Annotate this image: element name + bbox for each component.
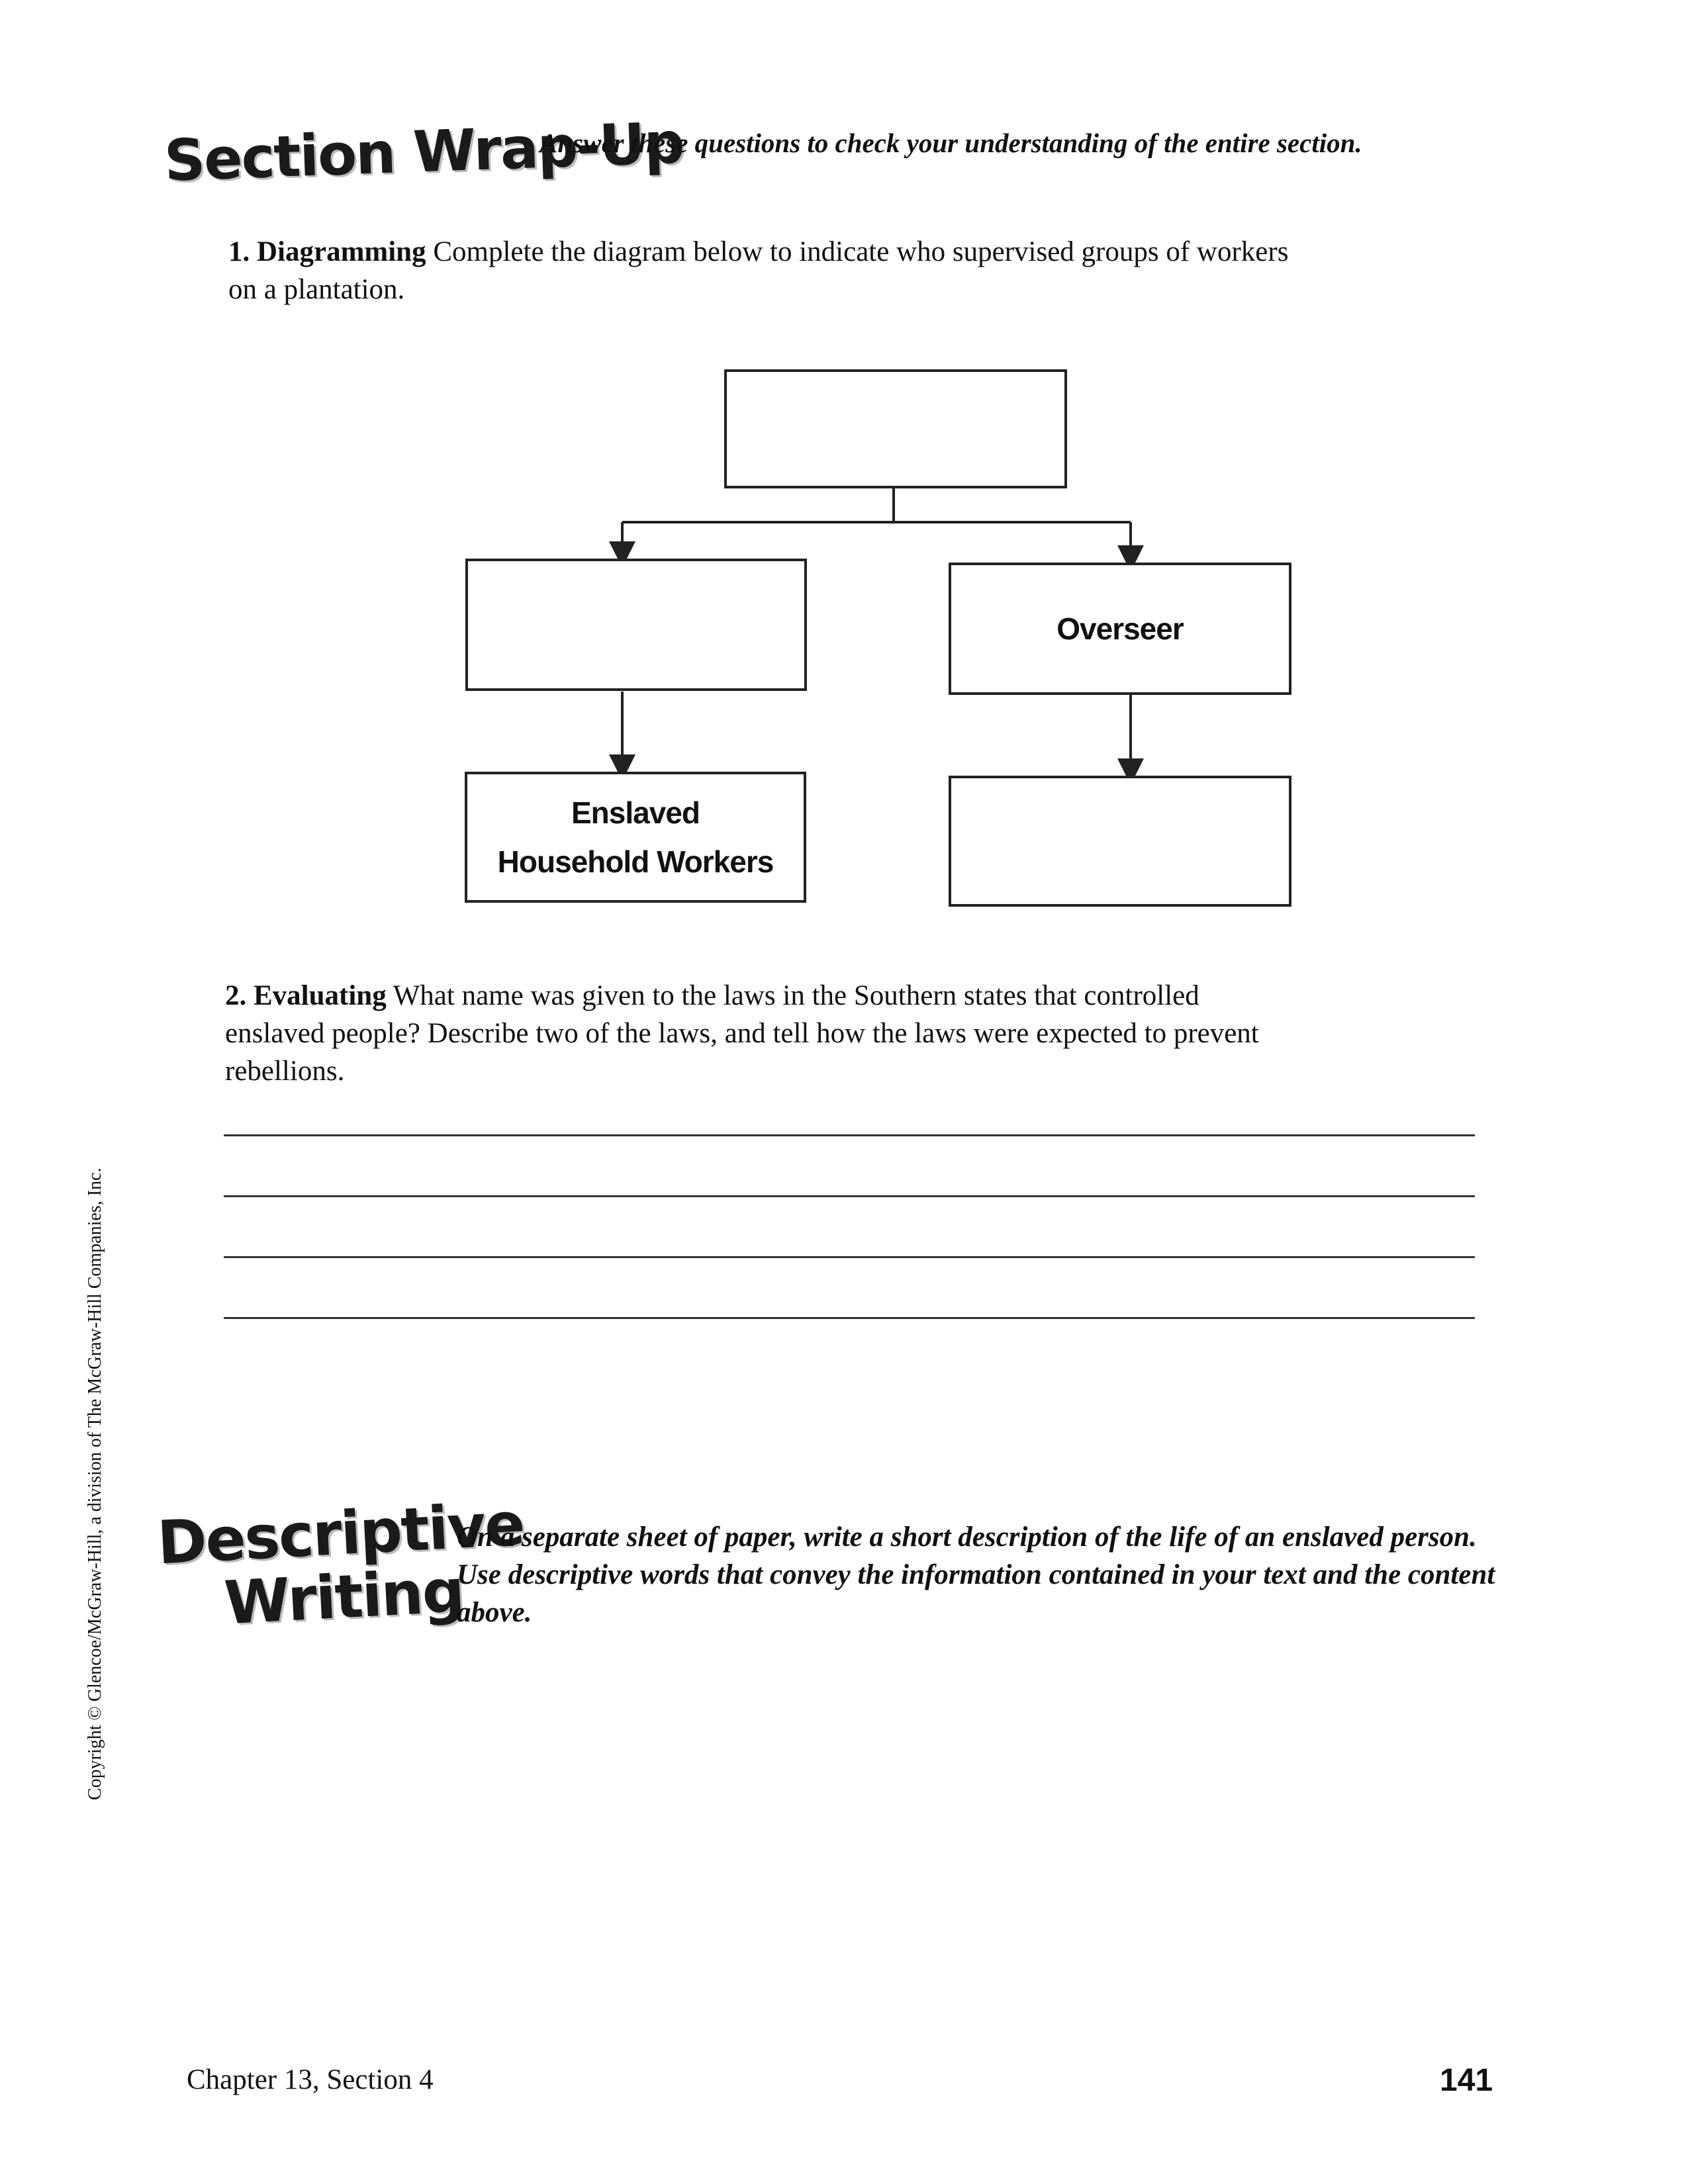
question-1	[228, 233, 1301, 308]
question-2-heading: Evaluating	[254, 980, 387, 1011]
answer-line[interactable]	[224, 1195, 1475, 1197]
question-2-number: 2.	[225, 980, 247, 1011]
question-2-text: What name was given to the laws in the Southern states that controlled enslaved people? Describe two of the laws, and tell how the laws were expected to prevent rebellions.	[225, 980, 1259, 1087]
diagram-box-overseer-label: Overseer	[1056, 612, 1184, 646]
descriptive-writing-prompt: On a separate sheet of paper, write a short description of the life of an enslaved person. Use descriptive words that convey the information contained in your text and the content above.	[457, 1522, 1495, 1628]
chapter-section-label: Chapter 13, Section 4	[187, 2064, 434, 2095]
question-1-number: 1.	[228, 236, 250, 267]
page-number: 141	[1440, 2063, 1493, 2098]
diagram-box-household-workers-label: Enslaved Household Workers	[497, 796, 774, 879]
answer-line[interactable]	[224, 1317, 1475, 1319]
answer-line[interactable]	[224, 1134, 1475, 1136]
diagram-box-top[interactable]	[724, 369, 1067, 488]
diagram-box-overseer	[949, 563, 1291, 695]
descriptive-writing-banner-line2: Writing	[222, 1556, 465, 1639]
question-2	[225, 977, 1297, 1090]
answer-line[interactable]	[224, 1256, 1475, 1258]
diagram-box-middle-left[interactable]	[465, 559, 807, 691]
section-intro-text: Answer these questions to check your understanding of the entire section.	[539, 128, 1362, 158]
copyright-notice: Copyright © Glencoe/McGraw-Hill, a division of The McGraw-Hill Companies, Inc.	[85, 1167, 105, 1800]
diagram-box-bottom-right[interactable]	[949, 776, 1291, 907]
diagram-box-household-workers	[465, 772, 806, 903]
question-1-heading: Diagramming	[257, 236, 426, 267]
descriptive-writing-banner-line1: Descriptive	[156, 1489, 526, 1578]
question-1-text: Complete the diagram below to indicate who supervised groups of workers on a plantation.	[228, 236, 1289, 305]
section-wrap-up-banner: Section Wrap-Up	[163, 110, 685, 195]
